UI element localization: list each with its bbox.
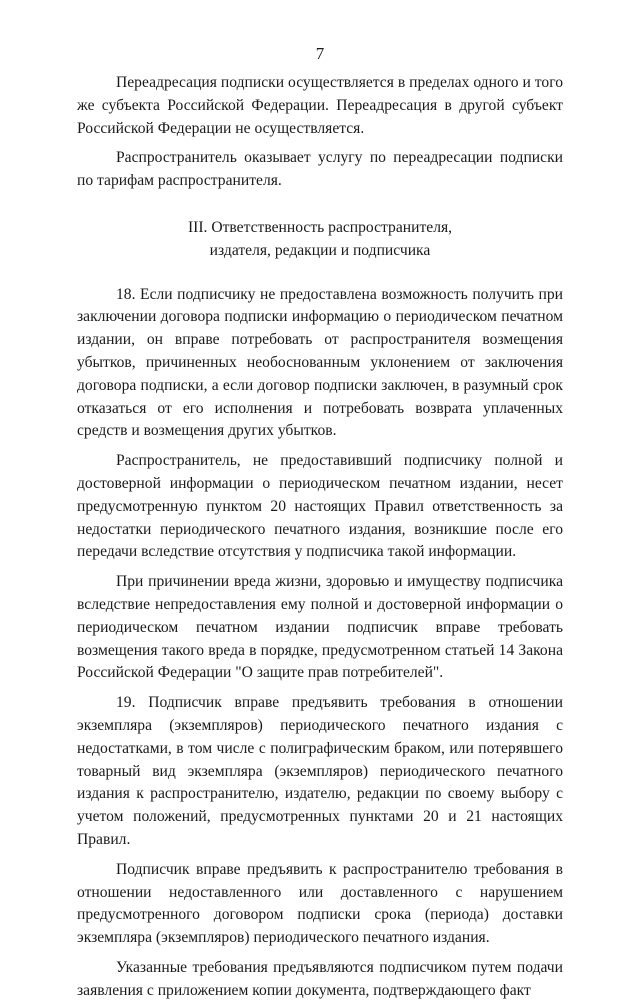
section-heading bbox=[77, 217, 563, 263]
section-heading-line-1: III. Ответственность распространителя, bbox=[187, 218, 453, 236]
paragraph-harm-compensation: При причинении вреда жизни, здоровью и имуществу подписчика вследствие непредоставления ему полной и достоверной информации о периодическом печатном издании подписчик вправе требовать возмещения такого вреда в порядке, предусмотренном статьей 14 Закона Российской Федерации "О защите прав потребителей". bbox=[77, 573, 563, 682]
paragraph-claims-submission: Указанные требования предъявляются подписчиком путем подачи заявления с приложением копии документа, подтверждающего факт bbox=[77, 958, 563, 999]
section-heading-line-2: издателя, редакции и подписчика bbox=[209, 241, 431, 259]
page-number: 7 bbox=[315, 44, 325, 63]
document-body bbox=[77, 72, 563, 1002]
paragraph-readdressing-scope: Переадресация подписки осуществляется в пределах одного и того же субъекта Российской Федерации. Переадресация в другой субъект Российской Федерации не осуществляется. bbox=[77, 74, 563, 137]
paragraph-item-19: 19. Подписчик вправе предъявить требования в отношении экземпляра (экземпляров) периодического печатного издания с недостатками, в том числе с полиграфическим браком, или потерявшего товарный вид экземпляра (экземпляров) периодического печатного издания к распространителю, издателю, редакции по своему выбору с учетом положений, предусмотренных пунктами 20 и 21 настоящих Правил. bbox=[77, 694, 563, 848]
paragraph-undelivered-claims: Подписчик вправе предъявить к распространителю требования в отношении недоставленного или доставленного с нарушением предусмотренного договором подписки срока (периода) доставки экземпляра (экземпляров) периодического печатного издания. bbox=[77, 860, 563, 947]
paragraph-distributor-liability: Распространитель, не предоставивший подписчику полной и достоверной информации о периодическом печатном издании, несет предусмотренную пунктом 20 настоящих Правил ответственность за недостатки периодического печатного издания, возникшие после его передачи вследствие отсутствия у подписчика такой информации. bbox=[77, 452, 563, 561]
paragraph-item-18: 18. Если подписчику не предоставлена возможность получить при заключении договора подписки информацию о периодическом печатном издании, он вправе потребовать от распространителя возмещения убытков, причиненных необоснованным уклонением от заключения договора подписки, а если договор подписки заключен, в разумный срок отказаться от его исполнения и потребовать возврата уплаченных средств и возмещения других убытков. bbox=[77, 285, 563, 440]
paragraph-readdressing-tariff: Распространитель оказывает услугу по переадресации подписки по тарифам распространителя. bbox=[77, 149, 563, 190]
